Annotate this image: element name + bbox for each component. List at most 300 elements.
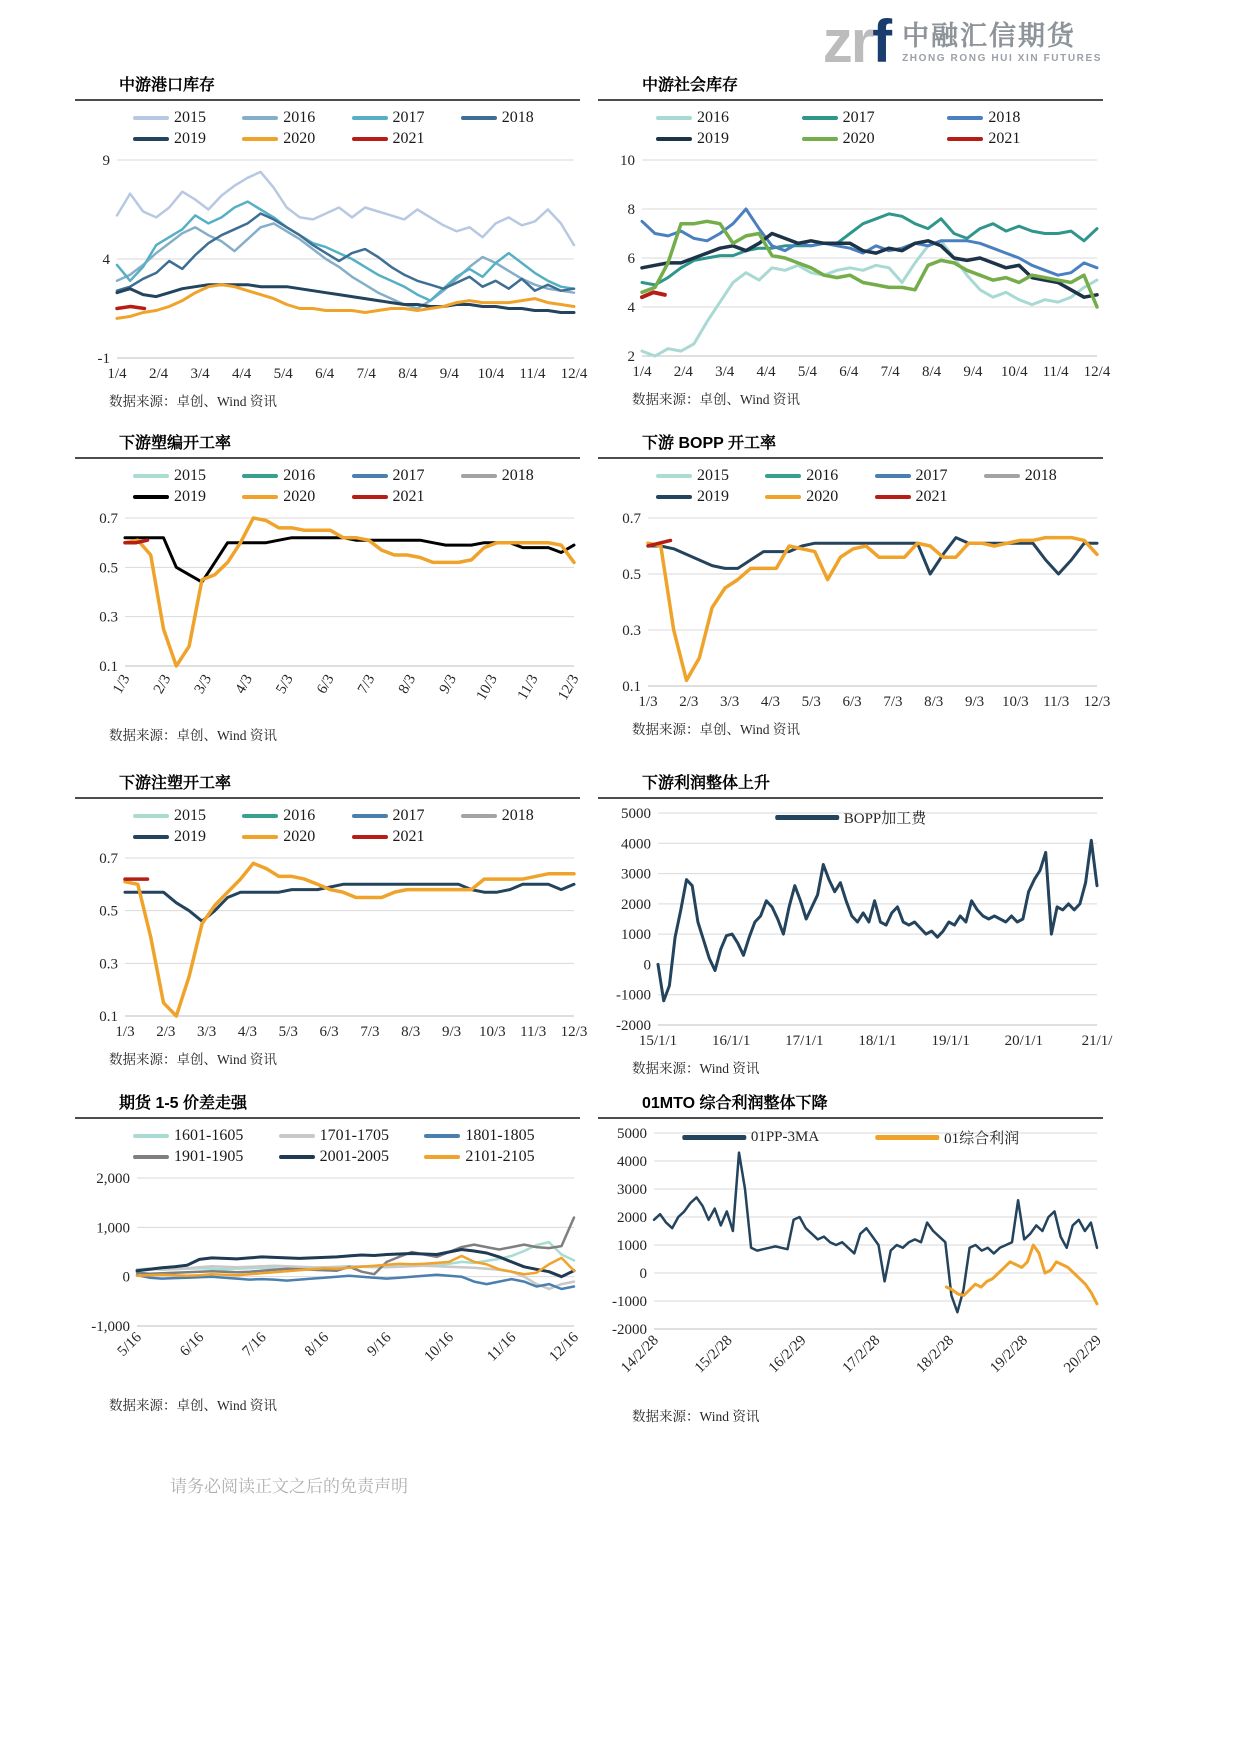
svg-text:5/4: 5/4 (797, 364, 818, 380)
svg-text:3/3: 3/3 (197, 1024, 217, 1040)
legend-swatch (947, 116, 983, 120)
svg-text:9/3: 9/3 (441, 1024, 462, 1040)
legend-swatch (133, 495, 169, 499)
svg-text:8: 8 (627, 202, 635, 218)
legend-swatch (765, 474, 801, 478)
chart-plot (598, 1125, 1103, 1399)
svg-text:5000: 5000 (621, 806, 651, 822)
legend-label: 2015 (697, 467, 729, 484)
svg-text:19/2/28: 19/2/28 (987, 1332, 1031, 1377)
legend-swatch (352, 474, 388, 478)
legend-label: 2018 (1024, 467, 1057, 484)
chart-plot (598, 152, 1111, 382)
svg-text:2/3: 2/3 (156, 1024, 176, 1040)
svg-text:-2000: -2000 (612, 1322, 647, 1338)
svg-text:0.5: 0.5 (622, 567, 641, 583)
title-rule (598, 457, 1103, 459)
svg-text:9: 9 (102, 153, 110, 169)
legend-swatch (133, 137, 169, 141)
title-rule (598, 1117, 1103, 1119)
legend-item-2015 (656, 467, 765, 485)
svg-text:7/3: 7/3 (360, 1024, 380, 1040)
chart-downstream-profit (598, 770, 1113, 1084)
legend-label: 2020 (842, 130, 875, 147)
legend-item-2017 (352, 467, 461, 485)
legend-label: 1701-1705 (319, 1127, 389, 1144)
page-header (0, 0, 1240, 75)
svg-text:6/4: 6/4 (315, 366, 335, 382)
svg-text:-2000: -2000 (616, 1018, 651, 1034)
chart-legend (75, 465, 580, 510)
legend-item-2021 (352, 488, 461, 506)
svg-text:1/3: 1/3 (638, 694, 658, 710)
chart-futures-spread (75, 1090, 580, 1462)
legend-label: 2020 (283, 130, 316, 147)
chart-plot (598, 510, 1111, 712)
svg-text:10/3: 10/3 (479, 1024, 506, 1040)
legend-swatch (682, 1135, 746, 1140)
legend-item-2018 (461, 807, 570, 825)
legend-swatch (947, 137, 983, 141)
logo-zr-text: zr (822, 8, 873, 75)
svg-text:14/2/28: 14/2/28 (618, 1332, 662, 1377)
legend-item-2021 (947, 130, 1093, 148)
legend-item-2018 (984, 467, 1093, 485)
legend-swatch (875, 474, 911, 478)
legend-swatch (133, 1134, 169, 1138)
legend-label: BOPP加工费 (843, 811, 927, 827)
svg-text:0.3: 0.3 (622, 623, 641, 639)
chart-canvas (598, 1125, 1103, 1399)
title-rule (75, 457, 580, 459)
chart-weaving-rate (75, 430, 583, 764)
svg-text:12/16: 12/16 (546, 1329, 582, 1365)
legend-item-1601-1605 (133, 1127, 279, 1145)
legend-label: 2018 (501, 109, 534, 126)
legend-label: 2017 (392, 467, 425, 484)
legend-item-2020 (242, 828, 351, 846)
legend-swatch (352, 495, 388, 499)
legend-swatch (656, 137, 692, 141)
chart-legend (75, 1125, 580, 1170)
svg-text:2000: 2000 (617, 1210, 647, 1226)
chart-social-inventory (598, 72, 1111, 424)
data-source: 数据来源：卓创、Wind 资讯 (109, 1052, 277, 1067)
data-source: 数据来源：Wind 资讯 (632, 1061, 760, 1076)
svg-text:-1000: -1000 (616, 987, 651, 1004)
svg-text:17/1/1: 17/1/1 (785, 1033, 824, 1049)
legend-item-2101-2105 (424, 1148, 570, 1166)
legend-swatch (133, 1155, 169, 1159)
legend-swatch (352, 814, 388, 818)
svg-text:10/3: 10/3 (473, 672, 501, 704)
legend-swatch (242, 814, 278, 818)
legend-label: 2016 (806, 467, 839, 484)
legend-item-2001-2005 (279, 1148, 425, 1166)
legend-item-2017 (802, 109, 948, 127)
svg-text:2000: 2000 (621, 896, 651, 913)
svg-text:12/3: 12/3 (555, 672, 583, 704)
legend-item-2016 (765, 467, 874, 485)
legend-item-2019 (133, 828, 242, 846)
svg-text:8/4: 8/4 (921, 364, 942, 380)
svg-text:3/3: 3/3 (720, 694, 740, 710)
disclaimer-text: 请务必阅读正文之后的免责声明 (170, 1477, 408, 1496)
svg-text:5000: 5000 (617, 1126, 647, 1142)
chart-canvas (598, 510, 1111, 712)
legend-swatch (802, 116, 838, 120)
svg-text:8/3: 8/3 (924, 694, 944, 710)
svg-text:6: 6 (627, 251, 635, 267)
legend-item-2021 (875, 488, 984, 506)
svg-text:19/1/1: 19/1/1 (931, 1033, 970, 1049)
legend-label: 2021 (392, 130, 425, 147)
svg-text:20/1/1: 20/1/1 (1004, 1033, 1044, 1049)
svg-text:0.7: 0.7 (99, 851, 118, 867)
legend-item-2021 (352, 828, 461, 846)
legend-label: 2016 (283, 109, 316, 126)
legend-label: 2021 (988, 130, 1021, 147)
chart-plot (598, 805, 1113, 1051)
chart-canvas (75, 850, 588, 1042)
chart-legend (75, 805, 580, 850)
legend-item-2018 (461, 109, 570, 127)
svg-text:16/2/29: 16/2/29 (765, 1332, 810, 1377)
svg-text:0.3: 0.3 (99, 956, 118, 973)
svg-text:11/3: 11/3 (514, 672, 542, 703)
legend-item-2016 (242, 807, 351, 825)
svg-text:0.3: 0.3 (99, 609, 118, 626)
svg-text:3/3: 3/3 (191, 672, 216, 697)
chart-legend-inline (775, 807, 927, 828)
legend-item-2016 (242, 109, 351, 127)
chart-plot (75, 1170, 580, 1388)
logo-f-text: f (872, 8, 891, 75)
chart-title: 中游社会库存 (642, 77, 739, 94)
data-source: 数据来源：卓创、Wind 资讯 (109, 1398, 277, 1413)
title-rule (75, 797, 580, 799)
svg-text:1/3: 1/3 (115, 1024, 135, 1040)
data-source: 数据来源：卓创、Wind 资讯 (632, 722, 800, 737)
legend-item-2017 (875, 467, 984, 485)
svg-text:8/3: 8/3 (395, 672, 420, 697)
svg-text:4/3: 4/3 (237, 1024, 258, 1040)
legend-item-2020 (242, 488, 351, 506)
legend-swatch (279, 1155, 315, 1159)
svg-text:3000: 3000 (621, 866, 651, 883)
chart-title: 下游塑编开工率 (119, 435, 232, 452)
legend-label: 01PP-3MA (750, 1129, 820, 1145)
svg-text:2: 2 (627, 349, 635, 365)
svg-text:8/3: 8/3 (401, 1024, 421, 1040)
svg-text:5/3: 5/3 (273, 672, 297, 697)
legend-swatch (242, 116, 278, 120)
legend-swatch (424, 1155, 460, 1159)
legend-item-2018 (461, 467, 570, 485)
svg-text:16/1/1: 16/1/1 (711, 1033, 751, 1049)
svg-text:0.7: 0.7 (99, 511, 118, 527)
svg-text:11/3: 11/3 (1043, 694, 1070, 710)
svg-text:7/4: 7/4 (880, 364, 900, 380)
legend-swatch (133, 474, 169, 478)
legend-swatch (352, 137, 388, 141)
svg-text:11/4: 11/4 (1042, 364, 1069, 380)
legend-label: 2019 (174, 828, 206, 845)
chart-title: 中游港口库存 (119, 77, 216, 94)
legend-label: 2019 (174, 130, 206, 147)
title-rule (598, 99, 1103, 101)
data-source: 数据来源：Wind 资讯 (632, 1409, 760, 1424)
svg-text:7/16: 7/16 (239, 1329, 270, 1360)
svg-text:0: 0 (643, 957, 651, 974)
legend-swatch (984, 474, 1020, 478)
svg-text:4/4: 4/4 (232, 366, 252, 382)
svg-text:5/3: 5/3 (801, 694, 821, 710)
svg-text:7/4: 7/4 (356, 366, 376, 382)
company-name-en: ZHONG RONG HUI XIN FUTURES (902, 52, 1102, 64)
legend-swatch (656, 116, 692, 120)
svg-text:17/2/28: 17/2/28 (839, 1332, 884, 1377)
legend-item-01综合利润 (875, 1127, 1019, 1148)
svg-text:1/4: 1/4 (107, 366, 127, 382)
legend-swatch (875, 495, 911, 499)
chart-bopp-rate (598, 430, 1111, 764)
legend-label: 2017 (392, 109, 425, 126)
svg-text:0.1: 0.1 (622, 679, 641, 695)
legend-item-2018 (947, 109, 1093, 127)
chart-title: 期货 1-5 价差走强 (119, 1095, 248, 1112)
legend-label: 2020 (806, 488, 839, 505)
legend-item-2017 (352, 807, 461, 825)
legend-label: 2018 (988, 109, 1021, 126)
legend-swatch (352, 116, 388, 120)
svg-text:10: 10 (620, 153, 635, 169)
svg-text:4/4: 4/4 (756, 364, 776, 380)
legend-label: 2018 (501, 467, 534, 484)
svg-text:6/3: 6/3 (842, 694, 862, 710)
svg-text:9/3: 9/3 (964, 694, 985, 710)
legend-swatch (279, 1134, 315, 1138)
legend-label: 2015 (174, 109, 206, 126)
legend-item-2019 (133, 130, 242, 148)
svg-text:0.1: 0.1 (99, 659, 118, 675)
legend-item-2020 (242, 130, 351, 148)
svg-text:6/3: 6/3 (319, 1024, 339, 1040)
svg-text:9/4: 9/4 (963, 364, 983, 380)
chart-plot (75, 850, 588, 1042)
data-source: 数据来源：卓创、Wind 资讯 (632, 392, 800, 407)
chart-canvas (75, 1170, 580, 1388)
svg-text:1000: 1000 (617, 1238, 647, 1254)
svg-text:6/4: 6/4 (839, 364, 859, 380)
svg-text:0: 0 (122, 1269, 130, 1286)
svg-text:4/3: 4/3 (232, 672, 256, 697)
legend-item-2021 (352, 130, 461, 148)
legend-item-2016 (656, 109, 802, 127)
legend-label: 2015 (174, 467, 206, 484)
svg-text:15/1/1: 15/1/1 (638, 1033, 678, 1049)
svg-text:4000: 4000 (621, 836, 651, 853)
legend-label: 2018 (501, 807, 534, 824)
svg-text:9/4: 9/4 (439, 366, 459, 382)
legend-label: 2001-2005 (319, 1148, 389, 1165)
svg-text:-1: -1 (97, 351, 110, 367)
legend-swatch (133, 814, 169, 818)
svg-text:9/3: 9/3 (436, 672, 461, 697)
legend-item-1901-1905 (133, 1148, 279, 1166)
svg-text:4: 4 (102, 252, 110, 268)
legend-swatch (133, 116, 169, 120)
svg-text:3000: 3000 (617, 1182, 647, 1198)
legend-swatch (875, 1135, 939, 1140)
svg-text:2,000: 2,000 (96, 1171, 130, 1187)
svg-text:-1,000: -1,000 (91, 1319, 130, 1335)
legend-swatch (242, 137, 278, 141)
svg-text:6/3: 6/3 (314, 672, 338, 697)
legend-item-2017 (352, 109, 461, 127)
svg-text:0.1: 0.1 (99, 1009, 118, 1025)
chart-canvas (598, 152, 1111, 382)
chart-plot (75, 510, 583, 718)
chart-plot (75, 152, 588, 384)
chart-title: 下游注塑开工率 (119, 775, 232, 792)
legend-label: 2019 (697, 488, 729, 505)
svg-text:4: 4 (627, 300, 635, 316)
legend-label: 2017 (915, 467, 948, 484)
legend-item-2015 (133, 807, 242, 825)
title-rule (598, 797, 1103, 799)
data-source: 数据来源：卓创、Wind 资讯 (109, 728, 277, 743)
svg-text:18/1/1: 18/1/1 (858, 1033, 897, 1049)
svg-text:1/3: 1/3 (110, 672, 134, 697)
svg-text:7/3: 7/3 (883, 694, 903, 710)
svg-text:1,000: 1,000 (96, 1220, 130, 1237)
svg-text:4/3: 4/3 (760, 694, 781, 710)
legend-label: 2021 (392, 488, 425, 505)
chart-mto-profit (598, 1090, 1103, 1462)
legend-label: 2017 (392, 807, 425, 824)
svg-text:15/2/28: 15/2/28 (691, 1332, 736, 1377)
legend-swatch (802, 137, 838, 141)
svg-text:1/4: 1/4 (632, 364, 652, 380)
svg-text:12/3: 12/3 (560, 1024, 588, 1040)
legend-swatch (461, 116, 497, 120)
legend-item-2020 (802, 130, 948, 148)
svg-text:11/3: 11/3 (520, 1024, 547, 1040)
svg-text:5/3: 5/3 (278, 1024, 298, 1040)
chart-title: 下游利润整体上升 (642, 775, 771, 792)
svg-text:12/4: 12/4 (560, 366, 588, 382)
legend-item-2019 (656, 130, 802, 148)
company-name-cn: 中融汇信期货 (902, 21, 1077, 52)
legend-item-2020 (765, 488, 874, 506)
legend-swatch (242, 835, 278, 839)
svg-text:20/2/29: 20/2/29 (1061, 1332, 1105, 1377)
legend-item-2019 (656, 488, 765, 506)
chart-legend (598, 107, 1103, 152)
legend-item-01PP-3MA (682, 1129, 819, 1146)
title-rule (75, 99, 580, 101)
legend-item-1701-1705 (279, 1127, 425, 1145)
legend-label: 2021 (392, 828, 425, 845)
svg-text:8/16: 8/16 (301, 1329, 333, 1360)
legend-item-2015 (133, 467, 242, 485)
legend-item-BOPP加工费 (775, 807, 927, 828)
legend-label: 2019 (174, 488, 206, 505)
company-logo (822, 8, 1102, 75)
legend-label: 2016 (283, 467, 316, 484)
chart-title: 01MTO 综合利润整体下降 (642, 1095, 828, 1112)
legend-label: 2021 (915, 488, 948, 505)
legend-swatch (656, 495, 692, 499)
legend-item-2015 (133, 109, 242, 127)
svg-text:2/3: 2/3 (679, 694, 699, 710)
legend-label: 2016 (283, 807, 316, 824)
legend-label: 2019 (697, 130, 729, 147)
charts-grid (0, 72, 1240, 1462)
legend-label: 1901-1905 (174, 1148, 244, 1165)
svg-text:6/16: 6/16 (177, 1329, 208, 1360)
svg-text:0.5: 0.5 (99, 560, 118, 577)
svg-text:0: 0 (639, 1266, 647, 1282)
svg-text:3/4: 3/4 (715, 364, 735, 380)
legend-swatch (775, 815, 839, 820)
legend-item-2016 (242, 467, 351, 485)
chart-canvas (75, 152, 588, 384)
legend-label: 1801-1805 (465, 1127, 535, 1144)
legend-label: 1601-1605 (174, 1127, 244, 1144)
legend-swatch (242, 474, 278, 478)
data-source: 数据来源：卓创、Wind 资讯 (109, 394, 277, 409)
svg-text:2/4: 2/4 (148, 366, 169, 382)
svg-text:-1000: -1000 (612, 1294, 647, 1310)
logo-mark (822, 8, 891, 75)
legend-label: 2020 (283, 488, 316, 505)
svg-text:12/3: 12/3 (1083, 694, 1111, 710)
svg-text:0.7: 0.7 (622, 511, 641, 527)
legend-swatch (461, 474, 497, 478)
legend-item-2019 (133, 488, 242, 506)
legend-swatch (461, 814, 497, 818)
chart-canvas (75, 510, 583, 718)
svg-text:8/4: 8/4 (398, 366, 418, 382)
legend-label: 2016 (697, 109, 729, 126)
svg-text:5/4: 5/4 (273, 366, 293, 382)
chart-title: 下游 BOPP 开工率 (642, 435, 776, 452)
svg-text:5/16: 5/16 (114, 1329, 145, 1360)
svg-text:2/3: 2/3 (150, 672, 175, 697)
svg-text:10/4: 10/4 (477, 366, 505, 382)
svg-text:3/4: 3/4 (190, 366, 210, 382)
legend-swatch (424, 1134, 460, 1138)
legend-swatch (242, 495, 278, 499)
svg-text:0.5: 0.5 (99, 903, 118, 920)
svg-text:10/16: 10/16 (421, 1329, 457, 1365)
svg-text:11/16: 11/16 (484, 1329, 520, 1365)
title-rule (75, 1117, 580, 1119)
svg-text:21/1/: 21/1/ (1081, 1033, 1113, 1049)
svg-text:4000: 4000 (617, 1154, 647, 1170)
legend-swatch (656, 474, 692, 478)
svg-text:1000: 1000 (621, 927, 651, 944)
legend-label: 2015 (174, 807, 206, 824)
svg-text:11/4: 11/4 (519, 366, 546, 382)
legend-swatch (765, 495, 801, 499)
svg-text:2/4: 2/4 (673, 364, 693, 380)
legend-item-1801-1805 (424, 1127, 570, 1145)
logo-names (902, 22, 1102, 66)
svg-text:18/2/28: 18/2/28 (913, 1332, 958, 1377)
